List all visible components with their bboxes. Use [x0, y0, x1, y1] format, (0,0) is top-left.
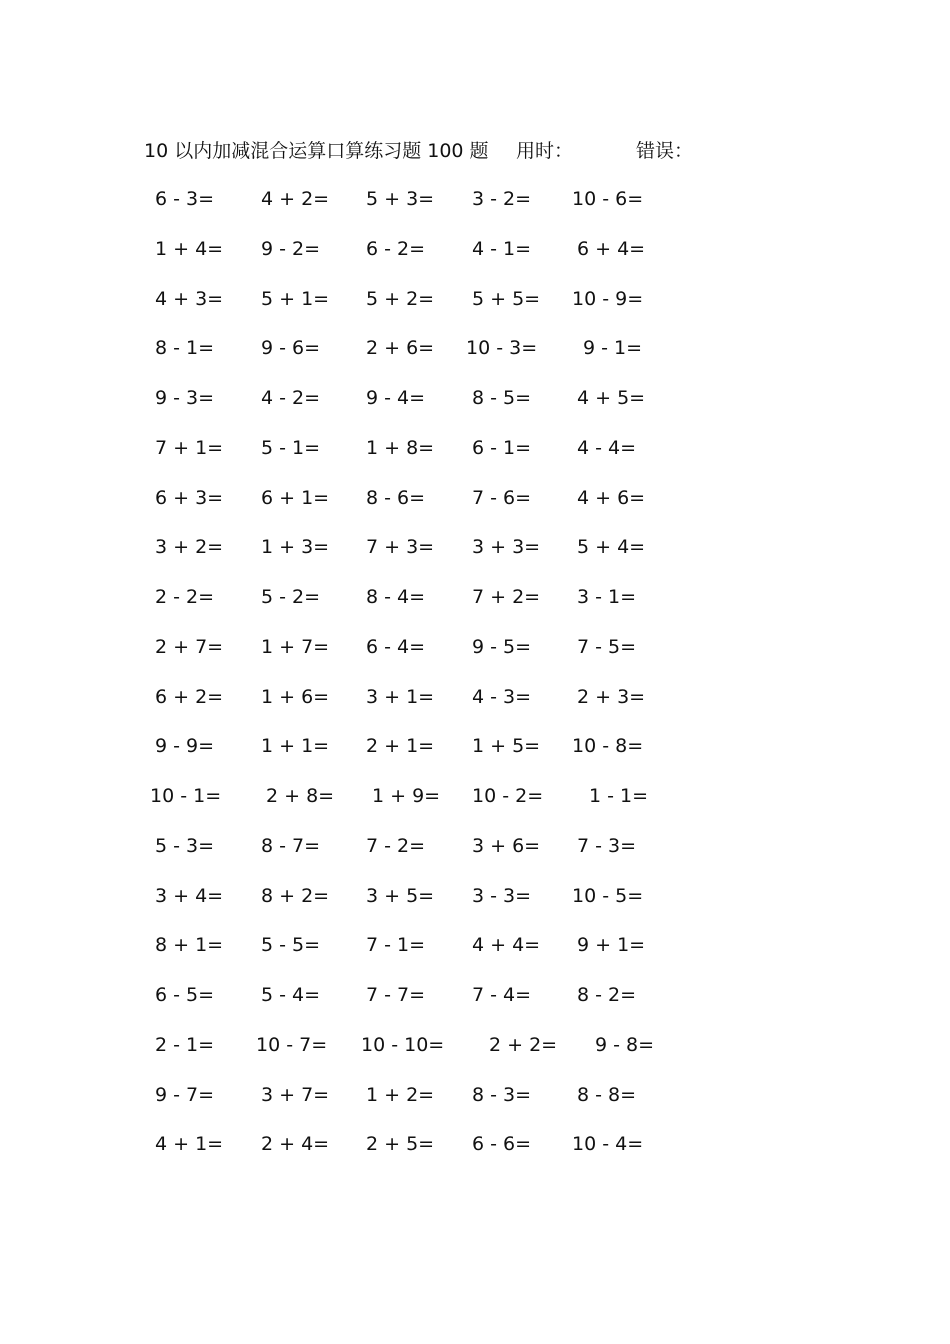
problem-row — [0, 1031, 950, 1081]
problem-row — [0, 235, 950, 285]
worksheet-title: 10 以内加减混合运算口算练习题 100 题 — [144, 140, 489, 162]
problem-item: 4 + 2= — [261, 188, 330, 210]
problem-item: 1 + 1= — [261, 735, 330, 758]
problem-item: 5 - 3= — [155, 834, 215, 857]
problem-item: 1 + 6= — [261, 685, 330, 708]
problem-item: 4 + 6= — [577, 486, 646, 509]
problem-item: 8 - 2= — [577, 984, 637, 1006]
problem-item: 3 + 7= — [261, 1083, 330, 1106]
problem-row — [0, 285, 950, 335]
problem-item: 8 - 1= — [155, 337, 215, 360]
problem-item: 3 + 2= — [155, 536, 224, 559]
problem-item: 10 - 4= — [572, 1133, 644, 1156]
problem-item: 2 + 3= — [577, 685, 646, 708]
problem-item: 8 - 3= — [472, 1083, 532, 1106]
problem-item: 5 + 3= — [366, 188, 435, 210]
problem-item: 10 - 10= — [361, 1033, 445, 1056]
problem-item: 9 - 2= — [261, 237, 321, 260]
problem-item: 4 + 3= — [155, 287, 224, 310]
problem-row — [0, 185, 950, 235]
problem-item: 1 + 8= — [366, 436, 435, 459]
problem-row — [0, 484, 950, 534]
problem-item: 6 - 5= — [155, 984, 215, 1006]
problem-item: 4 - 1= — [472, 237, 532, 260]
problem-item: 6 - 6= — [472, 1133, 532, 1156]
problem-row — [0, 583, 950, 633]
problem-item: 6 + 1= — [261, 486, 330, 509]
problem-item: 7 + 3= — [366, 536, 435, 559]
problem-item: 10 - 2= — [472, 785, 544, 807]
problem-item: 9 - 3= — [155, 387, 215, 409]
problem-item: 5 - 4= — [261, 984, 321, 1006]
problem-item: 10 - 9= — [572, 287, 644, 310]
problem-item: 5 + 2= — [366, 287, 435, 310]
problem-item: 8 - 4= — [366, 586, 426, 608]
problem-item: 8 - 8= — [577, 1083, 637, 1106]
problem-row — [0, 1130, 950, 1180]
problem-row — [0, 882, 950, 932]
problem-item: 2 + 6= — [366, 337, 435, 360]
problem-item: 10 - 7= — [256, 1033, 328, 1056]
problem-item: 7 - 5= — [577, 635, 637, 658]
problem-item: 4 + 1= — [155, 1133, 224, 1156]
problem-item: 6 - 1= — [472, 436, 532, 459]
problem-item: 3 + 6= — [472, 834, 541, 857]
problem-item: 2 + 7= — [155, 635, 224, 658]
problem-item: 6 - 2= — [366, 237, 426, 260]
problem-item: 5 - 1= — [261, 436, 321, 459]
problem-item: 6 - 4= — [366, 635, 426, 658]
problem-item: 5 + 4= — [577, 536, 646, 559]
problem-item: 1 + 4= — [155, 237, 224, 260]
problem-row — [0, 981, 950, 1031]
problem-item: 9 + 1= — [577, 934, 646, 957]
problem-item: 7 - 4= — [472, 984, 532, 1006]
problem-row — [0, 384, 950, 434]
problem-item: 10 - 6= — [572, 188, 644, 210]
problem-row — [0, 782, 950, 832]
problem-item: 8 - 6= — [366, 486, 426, 509]
problem-item: 1 - 1= — [589, 785, 649, 807]
problem-row — [0, 832, 950, 882]
time-label: 用时： — [516, 140, 574, 162]
problem-item: 9 - 9= — [155, 735, 215, 758]
problem-item: 1 + 3= — [261, 536, 330, 559]
problem-row — [0, 434, 950, 484]
problem-item: 6 + 2= — [155, 685, 224, 708]
problem-item: 6 + 3= — [155, 486, 224, 509]
problem-row — [0, 334, 950, 384]
problem-item: 4 - 2= — [261, 387, 321, 409]
problem-row — [0, 683, 950, 733]
problem-item: 3 - 2= — [472, 188, 532, 210]
problem-item: 6 + 4= — [577, 237, 646, 260]
problem-item: 9 - 6= — [261, 337, 321, 360]
problem-item: 8 - 5= — [472, 387, 532, 409]
problem-item: 10 - 3= — [466, 337, 538, 360]
problem-item: 2 - 2= — [155, 586, 215, 608]
problem-item: 8 + 2= — [261, 884, 330, 907]
problem-row — [0, 931, 950, 981]
problem-item: 5 - 2= — [261, 586, 321, 608]
problem-item: 7 - 3= — [577, 834, 637, 857]
problem-item: 2 + 1= — [366, 735, 435, 758]
problem-item: 1 + 2= — [366, 1083, 435, 1106]
problem-item: 4 + 5= — [577, 387, 646, 409]
worksheet-header — [0, 138, 950, 164]
problem-item: 2 - 1= — [155, 1033, 215, 1056]
problem-item: 10 - 1= — [150, 785, 222, 807]
problem-item: 3 - 3= — [472, 884, 532, 907]
problem-item: 1 + 5= — [472, 735, 541, 758]
problem-item: 3 - 1= — [577, 586, 637, 608]
problem-item: 3 + 1= — [366, 685, 435, 708]
problem-item: 5 + 1= — [261, 287, 330, 310]
problem-item: 5 + 5= — [472, 287, 541, 310]
problem-item: 9 - 5= — [472, 635, 532, 658]
problem-item: 3 + 3= — [472, 536, 541, 559]
problem-item: 9 - 8= — [595, 1033, 655, 1056]
problem-item: 10 - 5= — [572, 884, 644, 907]
problem-grid — [0, 185, 950, 1180]
problem-item: 1 + 9= — [372, 785, 441, 807]
problem-item: 7 + 1= — [155, 436, 224, 459]
problem-row — [0, 1081, 950, 1131]
problem-item: 3 + 5= — [366, 884, 435, 907]
problem-item: 5 - 5= — [261, 934, 321, 957]
problem-item: 4 - 3= — [472, 685, 532, 708]
problem-item: 7 - 7= — [366, 984, 426, 1006]
error-label: 错误： — [636, 140, 694, 162]
problem-row — [0, 732, 950, 782]
problem-item: 9 - 7= — [155, 1083, 215, 1106]
problem-item: 7 - 2= — [366, 834, 426, 857]
problem-item: 8 + 1= — [155, 934, 224, 957]
problem-item: 4 + 4= — [472, 934, 541, 957]
problem-item: 10 - 8= — [572, 735, 644, 758]
problem-item: 9 - 1= — [583, 337, 643, 360]
problem-item: 2 + 8= — [266, 785, 335, 807]
problem-item: 7 - 6= — [472, 486, 532, 509]
problem-row — [0, 533, 950, 583]
problem-item: 9 - 4= — [366, 387, 426, 409]
problem-item: 7 + 2= — [472, 586, 541, 608]
problem-item: 6 - 3= — [155, 188, 215, 210]
problem-item: 8 - 7= — [261, 834, 321, 857]
problem-item: 1 + 7= — [261, 635, 330, 658]
problem-item: 3 + 4= — [155, 884, 224, 907]
problem-row — [0, 633, 950, 683]
problem-item: 2 + 4= — [261, 1133, 330, 1156]
problem-item: 2 + 5= — [366, 1133, 435, 1156]
problem-item: 2 + 2= — [489, 1033, 558, 1056]
problem-item: 7 - 1= — [366, 934, 426, 957]
problem-item: 4 - 4= — [577, 436, 637, 459]
